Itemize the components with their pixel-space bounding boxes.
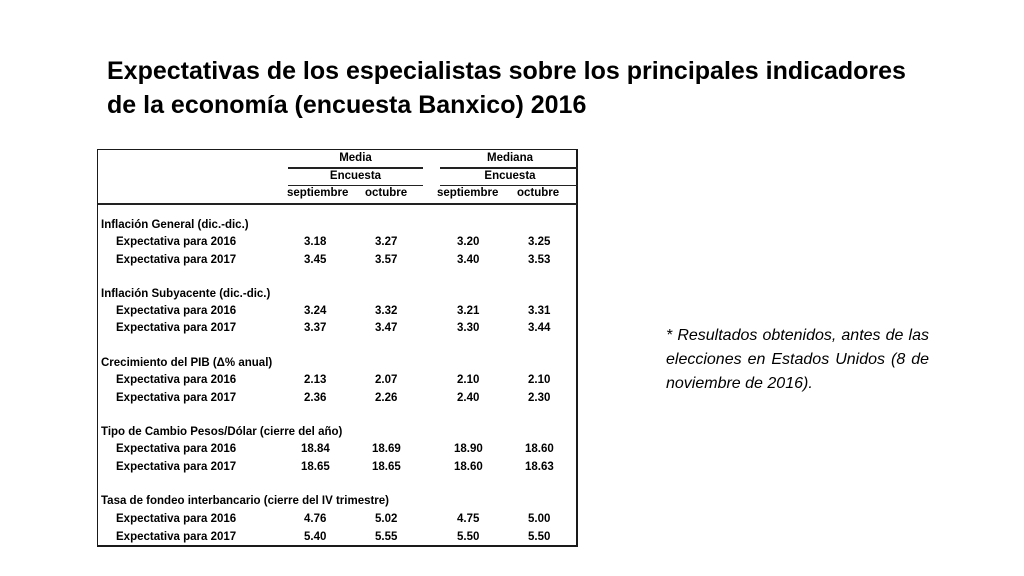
header-bottom-rule (98, 203, 577, 205)
media-oct-value: 3.27 (375, 236, 398, 248)
row-label: Expectativa para 2017 (116, 254, 237, 266)
row-label: Expectativa para 2016 (116, 236, 237, 248)
media-sep-value: 2.13 (304, 374, 327, 386)
row-label: Expectativa para 2017 (116, 392, 237, 404)
media-oct-value: 18.65 (372, 461, 401, 473)
group-label: Tasa de fondeo interbancario (cierre del IV trimestre) (101, 495, 390, 507)
media-sep-value: 18.65 (301, 461, 330, 473)
mediana-oct-value: 18.63 (525, 461, 554, 473)
media-oct-value: 2.26 (375, 392, 398, 404)
mediana-oct-value: 18.60 (525, 443, 554, 455)
mediana-oct-value: 5.50 (528, 531, 551, 543)
row-label: Expectativa para 2016 (116, 443, 237, 455)
expectations-table (97, 149, 578, 547)
row-label: Expectativa para 2016 (116, 513, 237, 525)
mediana-oct-value: 5.00 (528, 513, 551, 525)
media-sep-value: 18.84 (301, 443, 330, 455)
mediana-sep-value: 2.40 (457, 392, 480, 404)
mediana-sep-value: 2.10 (457, 374, 480, 386)
group-label: Crecimiento del PIB (Δ% anual) (101, 357, 273, 369)
media-col-september: septiembre (287, 187, 349, 199)
row-label: Expectativa para 2016 (116, 305, 237, 317)
media-encuesta-label: Encuesta (329, 170, 382, 182)
mediana-sep-value: 3.20 (457, 236, 480, 248)
mediana-sep-value: 18.60 (454, 461, 483, 473)
mediana-sep-value: 4.75 (457, 513, 480, 525)
mediana-col-september: septiembre (437, 187, 499, 199)
media-sep-value: 3.37 (304, 322, 327, 334)
row-label: Expectativa para 2017 (116, 531, 237, 543)
media-sep-value: 2.36 (304, 392, 327, 404)
mediana-sep-value: 5.50 (457, 531, 480, 543)
group-label: Tipo de Cambio Pesos/Dólar (cierre del año) (101, 426, 343, 438)
group-label: Inflación Subyacente (dic.-dic.) (101, 288, 271, 300)
media-col-october: octubre (365, 187, 408, 199)
media-oct-value: 3.47 (375, 322, 398, 334)
row-label: Expectativa para 2017 (116, 322, 237, 334)
media-oct-value: 3.32 (375, 305, 398, 317)
media-oct-value: 5.02 (375, 513, 398, 525)
mediana-oct-value: 3.31 (528, 305, 551, 317)
media-header-rule (288, 167, 423, 169)
mediana-oct-value: 3.25 (528, 236, 551, 248)
mediana-oct-value: 2.30 (528, 392, 551, 404)
media-header: Media (339, 152, 372, 164)
slide-title (107, 54, 952, 122)
media-oct-value: 5.55 (375, 531, 398, 543)
mediana-header-rule (440, 167, 578, 169)
mediana-encuesta-label: Encuesta (484, 170, 536, 182)
media-oct-value: 3.57 (375, 254, 398, 266)
group-label: Inflación General (dic.-dic.) (101, 219, 249, 231)
media-sep-value: 3.18 (304, 236, 327, 248)
mediana-oct-value: 3.53 (528, 254, 551, 266)
footnote: * Resultados obtenidos, antes de las elecciones en Estados Unidos (8 de noviembre de 2016). (666, 327, 929, 392)
slide-title-line-2: de la economía (encuesta Banxico) 2016 (107, 91, 587, 119)
slide-title-line-1: Expectativas de los especialistas sobre los principales indicadores (107, 57, 906, 85)
mediana-sep-value: 3.40 (457, 254, 480, 266)
media-sep-value: 5.40 (304, 531, 327, 543)
media-sep-value: 3.24 (304, 305, 327, 317)
media-oct-value: 18.69 (372, 443, 401, 455)
mediana-header: Mediana (486, 152, 533, 164)
media-oct-value: 2.07 (375, 374, 398, 386)
media-sep-value: 3.45 (304, 254, 327, 266)
mediana-col-october: octubre (517, 187, 560, 199)
row-label: Expectativa para 2017 (116, 461, 237, 473)
mediana-oct-value: 3.44 (528, 322, 551, 334)
row-label: Expectativa para 2016 (116, 374, 237, 386)
mediana-oct-value: 2.10 (528, 374, 551, 386)
mediana-sep-value: 3.30 (457, 322, 480, 334)
mediana-sep-value: 18.90 (454, 443, 483, 455)
media-sep-value: 4.76 (304, 513, 327, 525)
media-encuesta-rule (288, 185, 423, 186)
mediana-sep-value: 3.21 (457, 305, 480, 317)
mediana-encuesta-rule (440, 185, 578, 186)
